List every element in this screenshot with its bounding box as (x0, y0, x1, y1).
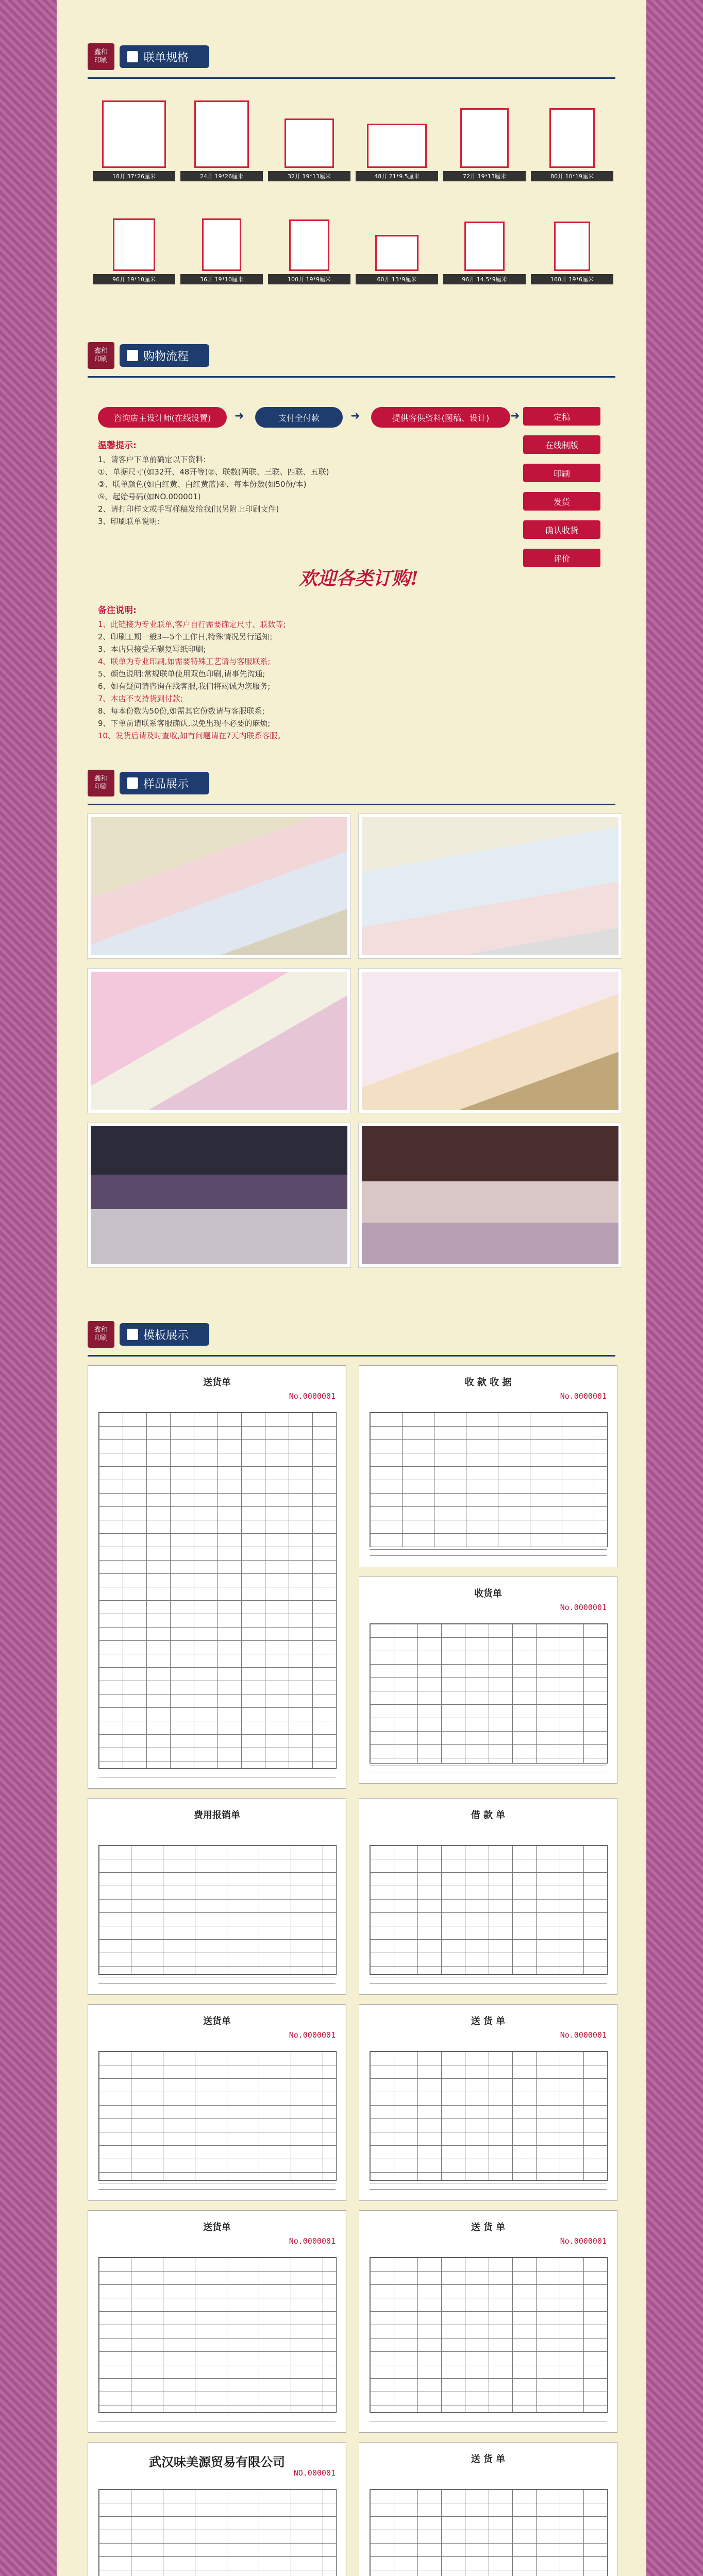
template-title: 送 货 单 (471, 2454, 506, 2465)
form-table (370, 2051, 608, 2181)
form-table (98, 2257, 337, 2413)
template-card (88, 1365, 346, 1789)
template-card (359, 2210, 617, 2433)
brand-logo: 鑫和 印刷 (88, 1321, 114, 1348)
section-rule (88, 376, 615, 378)
serial-number: No.0000001 (560, 1603, 607, 1612)
welcome-banner: 欢迎各类订购! (299, 568, 419, 589)
size-spec-item (443, 98, 526, 181)
notice-line: ①、单据尺寸(如32开、48开等)②、联数(两联、三联、四联、五联) (98, 467, 329, 477)
form-table (370, 1412, 608, 1547)
sample-photo-bound-books (359, 1123, 622, 1267)
flow-tag: 发货 (523, 492, 600, 511)
form-table (98, 2489, 337, 2576)
serial-number: No.0000001 (560, 1392, 607, 1401)
notice-title: 温馨提示: (98, 440, 137, 451)
section-rule (88, 77, 615, 79)
size-preview-box (554, 222, 590, 271)
size-spec-item (180, 201, 263, 284)
size-label: 96开 19*10厘米 (93, 274, 175, 284)
template-card (88, 2210, 346, 2433)
size-spec-item (268, 201, 350, 284)
note-line: 1、此链接为专业联单,客户自行需要确定尺寸、联数等; (98, 620, 286, 629)
section-rule (88, 1355, 615, 1357)
section-header-samples (88, 768, 209, 799)
flow-step-2: 支付全付款 (255, 407, 343, 428)
form-table (370, 1623, 608, 1764)
size-label: 18开 37*26厘米 (93, 171, 175, 181)
serial-number: No.0000001 (289, 2030, 336, 2040)
size-label: 60开 13*9厘米 (356, 274, 438, 284)
sample-photo-pink-forms (88, 969, 350, 1113)
size-label: 36开 19*10厘米 (180, 274, 263, 284)
flow-step-3: 提供客供资料(图稿、设计) (371, 407, 510, 428)
notice-line: ③、联单颜色(如白红黄、白红黄蓝)④、每本份数(如50份/本) (98, 480, 307, 489)
signature-lines (370, 1766, 607, 1778)
note-lines (98, 618, 613, 742)
brand-logo: 鑫和 印刷 (88, 342, 114, 369)
template-title: 送货单 (203, 2222, 231, 2233)
serial-number: No.0000001 (560, 2030, 607, 2040)
size-spec-item (443, 201, 526, 284)
size-label: 80开 10*19厘米 (531, 171, 613, 181)
template-card (88, 2442, 346, 2576)
size-label: 32开 19*13厘米 (268, 171, 350, 181)
template-card (359, 1577, 617, 1784)
size-preview-box (460, 108, 509, 168)
section-title-bar: 购物流程 (120, 344, 209, 367)
size-preview-box (289, 219, 329, 271)
note-line: 9、下单前请联系客服确认,以免出现不必要的麻烦; (98, 719, 271, 728)
size-label: 160开 19*6厘米 (531, 274, 613, 284)
flow-tag: 评价 (523, 549, 600, 567)
section-title-bar: 样品展示 (120, 772, 209, 794)
note-line: 5、颜色说明:常规联单使用双色印刷,请事先沟通; (98, 669, 265, 679)
notice-lines (98, 453, 510, 528)
notice-line: 1、请客户下单前确定以下资料: (98, 455, 206, 464)
serial-number: NO.000001 (293, 2468, 336, 2478)
arrow-right-icon: ➜ (510, 410, 520, 422)
section-header-process (88, 340, 209, 371)
notice-line: 3、印刷联单说明: (98, 517, 160, 526)
signature-lines (370, 1977, 607, 1989)
template-title: 收 款 收 据 (464, 1377, 512, 1388)
section-header-templates (88, 1319, 209, 1350)
size-spec-item (268, 98, 350, 181)
brand-logo: 鑫和 印刷 (88, 770, 114, 796)
signature-lines (370, 2183, 607, 2195)
template-title: 送货单 (203, 1377, 231, 1388)
section-title-bar: 模板展示 (120, 1323, 209, 1346)
template-title: 送 货 单 (471, 2016, 506, 2027)
template-title: 送货单 (203, 2016, 231, 2027)
size-spec-item (531, 98, 613, 181)
flow-tag: 在线制版 (523, 435, 600, 454)
size-preview-box (102, 100, 166, 168)
size-spec-item (93, 98, 175, 181)
size-preview-box (549, 108, 595, 168)
template-icon (127, 1329, 138, 1340)
note-title: 备注说明: (98, 605, 137, 616)
form-table (98, 1845, 337, 1975)
size-label: 72开 19*13厘米 (443, 171, 526, 181)
flow-step-1: 咨询店主设计师(在线设置) (98, 407, 227, 428)
size-spec-item (356, 98, 438, 181)
form-table (370, 2257, 608, 2413)
form-table (98, 1412, 337, 1769)
form-table (370, 1845, 608, 1975)
form-table (98, 2051, 337, 2181)
size-spec-item (531, 201, 613, 284)
serial-number: No.0000001 (289, 2236, 336, 2246)
signature-lines (98, 1771, 336, 1783)
size-spec-item (356, 201, 438, 284)
size-preview-box (113, 218, 155, 271)
template-card (359, 2004, 617, 2201)
template-title: 武汉味美源贸易有限公司 (149, 2454, 285, 2469)
template-card (359, 2442, 617, 2576)
note-line: 2、印刷工期一般3—5个工作日,特殊情况另行通知; (98, 632, 273, 641)
section-title-bar: 联单规格 (120, 45, 209, 68)
section-header-spec (88, 41, 209, 72)
size-label: 24开 19*26厘米 (180, 171, 263, 181)
template-title: 借 款 单 (471, 1810, 506, 1821)
note-line: 10、发货后请及时查收,如有问题请在7天内联系客服。 (98, 731, 286, 740)
note-line: 4、联单为专业印刷,如需要特殊工艺请与客服联系; (98, 657, 271, 666)
brand-logo: 鑫和 印刷 (88, 43, 114, 70)
size-label: 100开 19*9厘米 (268, 274, 350, 284)
size-preview-box (194, 100, 249, 168)
sample-photo-printing-machine (88, 1123, 350, 1267)
sample-photo-forms-stack (88, 814, 350, 958)
size-label: 48开 21*9.5厘米 (356, 171, 438, 181)
signature-lines (370, 1549, 607, 1562)
note-line: 8、每本份数为50份,如需其它份数请与客服联系; (98, 706, 265, 716)
section-rule (88, 804, 615, 805)
flow-tag: 印刷 (523, 464, 600, 482)
size-preview-box (367, 124, 427, 168)
template-title: 送 货 单 (471, 2222, 506, 2233)
arrow-right-icon: ➜ (235, 410, 244, 422)
size-preview-box (375, 235, 419, 271)
signature-lines (370, 2415, 607, 2427)
serial-number: No.0000001 (289, 1392, 336, 1401)
notice-line: 2、请打印样文或手写样稿发给我们(另附上印刷文件) (98, 504, 279, 514)
note-line: 7、本店不支持货到付款; (98, 694, 183, 703)
signature-lines (98, 1977, 336, 1989)
signature-lines (98, 2415, 336, 2427)
template-card (88, 1798, 346, 1995)
size-label: 96开 14.5*9厘米 (443, 274, 526, 284)
image-icon (127, 777, 138, 789)
form-table (370, 2489, 608, 2576)
template-card (359, 1365, 617, 1567)
sample-photo-colored-forms (359, 814, 622, 958)
serial-number: No.0000001 (560, 2236, 607, 2246)
flow-tag: 定稿 (523, 407, 600, 426)
flow-tag: 确认收货 (523, 520, 600, 539)
cart-icon (127, 350, 138, 361)
size-spec-item (93, 201, 175, 284)
size-preview-box (464, 222, 505, 271)
template-card (88, 2004, 346, 2201)
note-line: 6、如有疑问请咨询在线客服,我们将竭诚为您服务; (98, 682, 271, 691)
arrow-right-icon: ➜ (350, 410, 360, 422)
size-spec-item (180, 98, 263, 181)
signature-lines (98, 2183, 336, 2195)
note-line: 3、本店只接受无碳复写纸印刷; (98, 645, 206, 654)
size-preview-box (284, 118, 334, 168)
size-preview-box (202, 218, 241, 271)
template-title: 费用报销单 (194, 1810, 240, 1821)
content-panel (57, 0, 646, 2576)
notice-line: ⑤、起始号码(如NO.000001) (98, 492, 201, 501)
template-card (359, 1798, 617, 1995)
template-title: 收货单 (474, 1588, 502, 1599)
section-icon (127, 51, 138, 62)
sample-photo-invoice-closeup (359, 969, 622, 1113)
